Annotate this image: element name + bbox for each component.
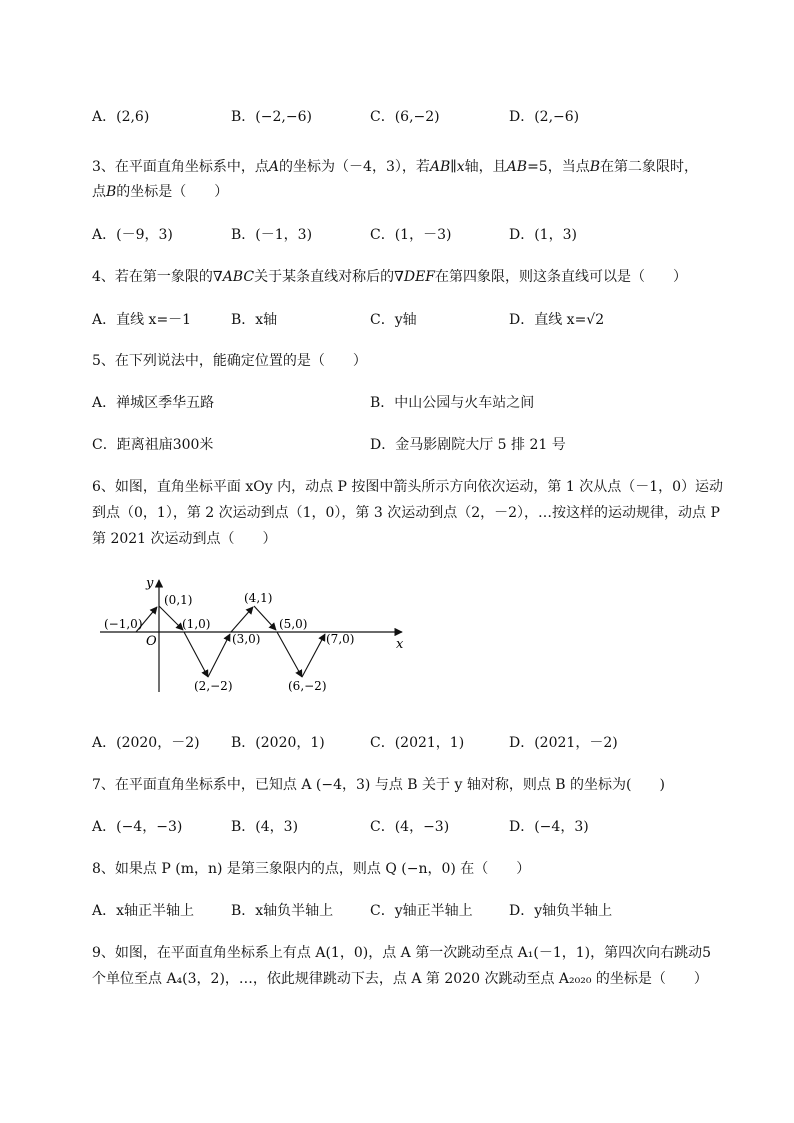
q3-text: =5，当点 bbox=[527, 159, 590, 175]
q6-option-c: C．(2021，1) bbox=[370, 735, 465, 751]
var-B: B bbox=[106, 184, 117, 200]
var-AB: AB bbox=[506, 159, 528, 175]
q5-option-b: B．中山公园与火车站之间 bbox=[370, 395, 535, 411]
point-label: (0,1) bbox=[164, 593, 193, 607]
q4-text: 在第四象限，则这条直线可以是（ ） bbox=[435, 269, 688, 285]
q7-option-c: C．(4，−3) bbox=[370, 819, 450, 835]
q7-option-b: B．(4，3) bbox=[231, 819, 299, 835]
q5-stem: 5、在下列说法中，能确定位置的是（ ） bbox=[92, 353, 367, 369]
triangle-def: ∇DEF bbox=[394, 269, 436, 285]
q5-option-c: C．距离祖庙300米 bbox=[92, 437, 214, 453]
q4-option-b: B．x轴 bbox=[231, 312, 278, 328]
q7-stem: 7、在平面直角坐标系中，已知点 A (−4，3) 与点 B 关于 y 轴对称，则点 B 的坐标为( ) bbox=[92, 777, 665, 793]
q8-stem: 8、如果点 P (m，n) 是第三象限内的点，则点 Q (−n，0) 在（ ） bbox=[92, 861, 531, 877]
q2-option-c: C．(6,−2) bbox=[370, 109, 440, 125]
q5-option-d: D．金马影剧院大厅 5 排 21 号 bbox=[370, 437, 566, 453]
point-label: (3,0) bbox=[232, 632, 261, 646]
q2-option-a: A．(2,6) bbox=[92, 109, 150, 125]
var-B: B bbox=[589, 159, 600, 175]
q3-text: 的坐标为（－4，3），若 bbox=[279, 159, 430, 175]
q6-stem-line2: 到点（0，1），第 2 次运动到点（1，0），第 3 次运动到点（2，－2），…按这样的运动规律，动点 P bbox=[92, 505, 720, 521]
triangle-abc: ∇ABC bbox=[212, 269, 255, 285]
q3-text: 3、在平面直角坐标系中，点 bbox=[92, 159, 269, 175]
q3-option-b: B．(－1，3) bbox=[231, 227, 313, 243]
point-label: (1,0) bbox=[182, 617, 211, 631]
q9-stem-line2: 个单位至点 A₄(3，2)，…，依此规律跳动下去，点 A 第 2020 次跳动至点 A₂₀₂₀ 的坐标是（ ） bbox=[92, 971, 708, 987]
q4-option-c: C．y轴 bbox=[370, 312, 417, 328]
parallel-symbol: ∥ bbox=[450, 159, 457, 175]
origin-label: O bbox=[146, 634, 157, 649]
q6-option-d: D．(2021，－2) bbox=[509, 735, 618, 751]
q3-text: 在第二象限时， bbox=[600, 159, 698, 175]
q4-text: 4、若在第一象限的 bbox=[92, 269, 213, 285]
q9-stem-line1: 9、如图，在平面直角坐标系上有点 A(1，0)，点 A 第一次跳动至点 A₁(－1，1)，第四次向右跳动5 bbox=[92, 945, 712, 961]
point-label: (5,0) bbox=[279, 617, 308, 631]
point-label: (7,0) bbox=[326, 632, 355, 646]
q6-option-b: B．(2020，1) bbox=[231, 735, 325, 751]
q3-option-c: C．(1，－3) bbox=[370, 227, 452, 243]
q4-text: 关于某条直线对称后的 bbox=[254, 269, 395, 285]
q8-option-a: A．x轴正半轴上 bbox=[92, 903, 195, 919]
q2-option-d: D．(2,−6) bbox=[509, 109, 580, 125]
q3-option-a: A．(－9，3) bbox=[92, 227, 173, 243]
q7-option-a: A．(−4，−3) bbox=[92, 819, 183, 835]
q6-stem-line3: 第 2021 次运动到点（ ） bbox=[92, 531, 277, 547]
q8-option-b: B．x轴负半轴上 bbox=[231, 903, 334, 919]
q5-option-a: A．禅城区季华五路 bbox=[92, 395, 215, 411]
q3-option-d: D．(1，3) bbox=[509, 227, 577, 243]
q8-option-c: C．y轴正半轴上 bbox=[370, 903, 473, 919]
point-label: (2,−2) bbox=[194, 679, 233, 693]
q8-option-d: D．y轴负半轴上 bbox=[509, 903, 613, 919]
point-label: (6,−2) bbox=[288, 679, 327, 693]
q3-text: 轴，且 bbox=[464, 159, 507, 175]
q3-text: 的坐标是（ ） bbox=[116, 184, 229, 200]
q6-stem-line1: 6、如图，直角坐标平面 xOy 内，动点 P 按图中箭头所示方向依次运动，第 1 次从点（－1，0）运动 bbox=[92, 479, 724, 495]
point-label: (4,1) bbox=[244, 591, 273, 605]
q4-option-d: D．直线 x=√2 bbox=[509, 312, 605, 328]
y-axis-label: y bbox=[146, 576, 154, 591]
q4-option-a: A．直线 x=－1 bbox=[92, 312, 192, 328]
q3-text: 点 bbox=[92, 184, 106, 200]
var-AB: AB bbox=[429, 159, 451, 175]
var-x: x bbox=[456, 159, 465, 175]
q2-option-b: B．(−2,−6) bbox=[231, 109, 312, 125]
q7-option-d: D．(−4，3) bbox=[509, 819, 589, 835]
x-axis-label: x bbox=[396, 637, 404, 652]
point-label: (−1,0) bbox=[104, 617, 143, 631]
var-A: A bbox=[268, 159, 280, 175]
q6-option-a: A．(2020，－2) bbox=[92, 735, 200, 751]
